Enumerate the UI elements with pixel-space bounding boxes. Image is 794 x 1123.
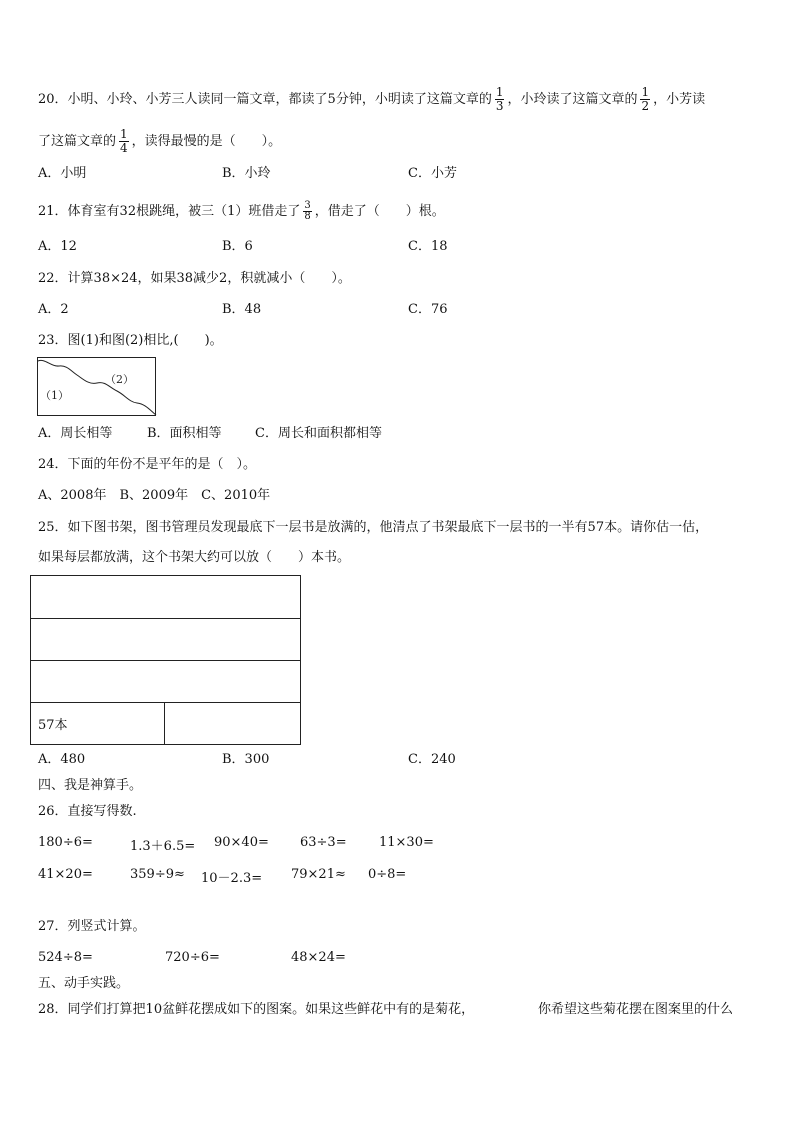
figure-divider-curve bbox=[38, 360, 156, 415]
q20-option-b: B．小玲 bbox=[222, 166, 271, 181]
q23-option-c: C．周长和面积都相等 bbox=[255, 426, 382, 441]
q20-text-c: ，小芳读 bbox=[653, 92, 706, 107]
q25-option-c: C．240 bbox=[408, 752, 456, 767]
q20-option-a: A．小明 bbox=[38, 166, 87, 181]
q22-text: 22．计算38×24，如果38减少2，积就减小（ ）。 bbox=[38, 271, 351, 286]
q27-item: 524÷8= bbox=[38, 950, 93, 965]
q22-option-b: B．48 bbox=[222, 302, 262, 317]
q27-item: 720÷6= bbox=[165, 950, 220, 965]
fraction-three-eighths: $\frac{3}{8}$ bbox=[304, 200, 311, 222]
shelf-divider bbox=[31, 660, 300, 661]
q25-option-a: A．480 bbox=[38, 752, 86, 767]
q23-text: 23．图(1)和图(2)相比,( )。 bbox=[38, 333, 223, 348]
q26-title: 26．直接写得数. bbox=[38, 804, 137, 819]
q27-item: 48×24= bbox=[291, 950, 346, 965]
q26-item: 41×20= bbox=[38, 867, 93, 882]
q20-line2 bbox=[38, 128, 281, 155]
q26-item: 359÷9≈ bbox=[130, 867, 185, 882]
q22-option-a: A．2 bbox=[38, 302, 69, 317]
fraction-one-half: $\frac{1}{2}$ bbox=[641, 85, 650, 113]
q23-option-b: B．面积相等 bbox=[147, 426, 222, 441]
fraction-one-quarter: $\frac{1}{4}$ bbox=[120, 127, 128, 155]
shelf-divider bbox=[31, 702, 300, 703]
shelf-label: 57本 bbox=[38, 718, 68, 733]
q20-text-d: 了这篇文章的 bbox=[38, 134, 117, 149]
figure-label-1: （1） bbox=[40, 389, 69, 402]
q26-item: 180÷6= bbox=[38, 835, 93, 850]
q21-text-a: 21．体育室有32根跳绳，被三（1）班借走了 bbox=[38, 204, 301, 219]
q28-text-b: 你希望这些菊花摆在图案里的什么 bbox=[538, 1002, 734, 1017]
q23-figure bbox=[37, 357, 157, 417]
shelf-divider bbox=[31, 618, 300, 619]
q21-option-a: A．12 bbox=[38, 239, 77, 254]
fraction-one-third: $\frac{1}{3}$ bbox=[495, 85, 504, 113]
q21-line bbox=[38, 201, 445, 222]
q20-text-b: ，小玲读了这篇文章的 bbox=[507, 92, 638, 107]
q21-option-b: B．6 bbox=[222, 239, 253, 254]
section-5-heading: 五、动手实践。 bbox=[38, 976, 130, 991]
q20-option-c: C．小芳 bbox=[408, 166, 457, 181]
q22-option-c: C．76 bbox=[408, 302, 448, 317]
shelf-half-divider bbox=[164, 702, 165, 744]
q25-line2: 如果每层都放满，这个书架大约可以放（ ）本书。 bbox=[38, 550, 351, 565]
q26-item: 1.3＋6.5= bbox=[130, 839, 196, 854]
q25-option-b: B．300 bbox=[222, 752, 270, 767]
q24-options: A、2008年 B、2009年 C、2010年 bbox=[38, 488, 271, 503]
q26-item: 90×40= bbox=[214, 835, 269, 850]
q21-option-c: C．18 bbox=[408, 239, 448, 254]
q23-option-a: A．周长相等 bbox=[38, 426, 113, 441]
bookshelf-diagram bbox=[30, 575, 301, 745]
q20-text-a: 20．小明、小玲、小芳三人读同一篇文章，都读了5分钟，小明读了这篇文章的 bbox=[38, 92, 492, 107]
q26-item: 79×21≈ bbox=[291, 867, 346, 882]
q20-text-e: ，读得最慢的是（ ）。 bbox=[131, 134, 282, 149]
q21-text-b: ，借走了（ ）根。 bbox=[314, 204, 445, 219]
figure-rectangle bbox=[38, 358, 156, 416]
q28-text-a: 28．同学们打算把10盆鲜花摆成如下的图案。如果这些鲜花中有的是菊花， bbox=[38, 1002, 475, 1017]
q27-title: 27．列竖式计算。 bbox=[38, 919, 146, 934]
q26-item: 10－2.3= bbox=[201, 871, 263, 886]
q25-line1: 25．如下图书架，图书管理员发现最底下一层书是放满的，他清点了书架最底下一层书的一半有57本。请你估一估， bbox=[38, 520, 709, 535]
q26-item: 0÷8= bbox=[368, 867, 407, 882]
figure-label-2: （2） bbox=[105, 373, 134, 386]
section-4-heading: 四、我是神算手。 bbox=[38, 778, 143, 793]
q24-text: 24．下面的年份不是平年的是（ ）。 bbox=[38, 457, 257, 472]
q26-item: 63÷3= bbox=[300, 835, 347, 850]
q20-line1 bbox=[38, 86, 705, 113]
q26-item: 11×30= bbox=[379, 835, 434, 850]
